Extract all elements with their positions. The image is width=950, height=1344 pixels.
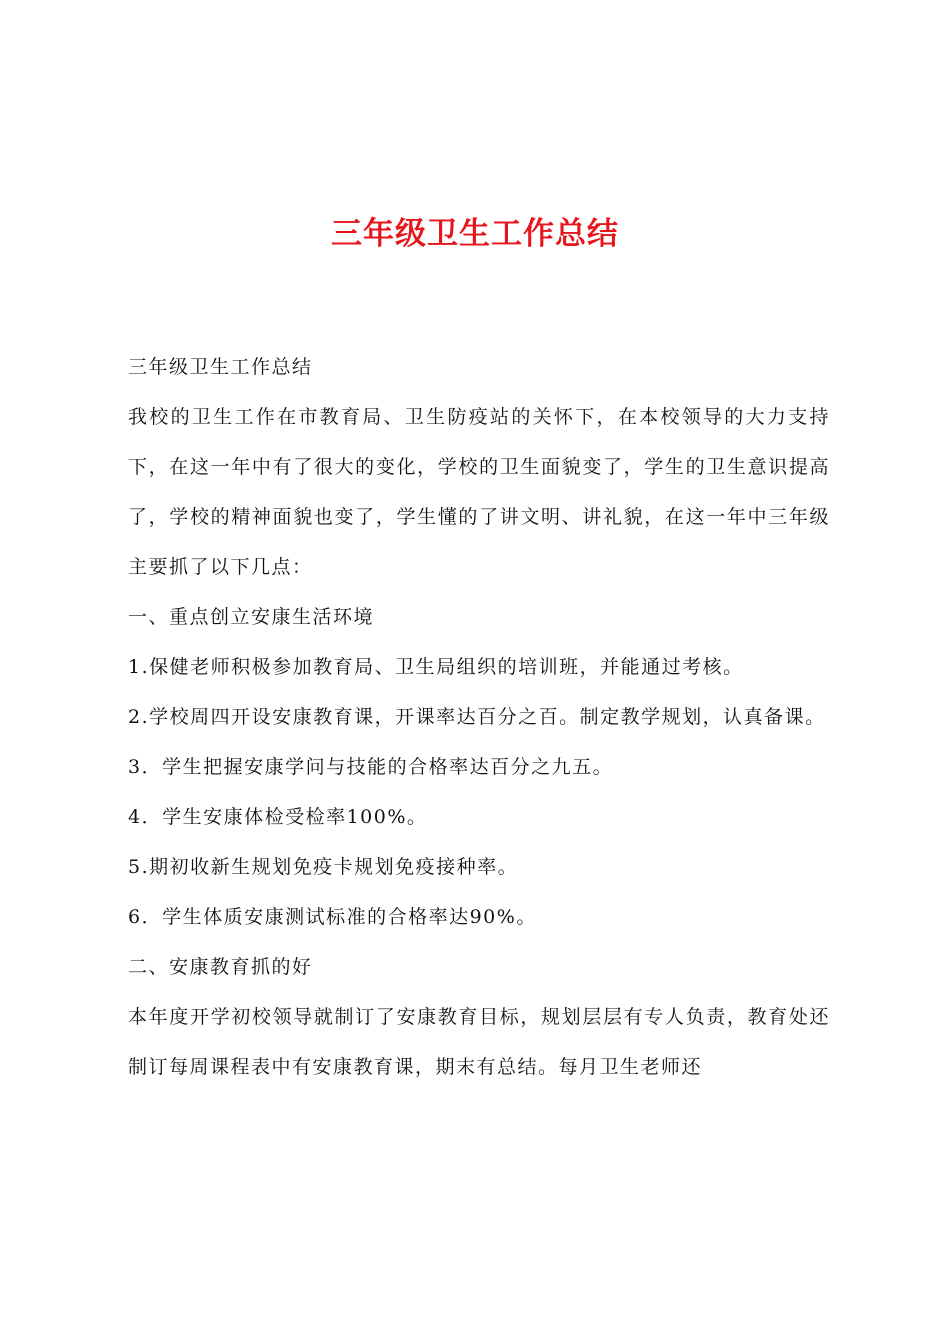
list-item: 1.保健老师积极参加教育局、卫生局组织的培训班，并能通过考核。 (128, 656, 744, 678)
paragraph-section-2: 本年度开学初校领导就制订了安康教育目标，规划层层有专人负责，教育处还制订每周课程表中有安康教育课，期末有总结。每月卫生老师还 (128, 1006, 830, 1078)
list-item: 5.期初收新生规划免疫卡规划免疫接种率。 (128, 856, 519, 878)
document-body (128, 342, 830, 1092)
list-item: 6．学生体质安康测试标准的合格率达90%。 (128, 906, 537, 928)
document-title: 三年级卫生工作总结 (331, 216, 619, 252)
list-item: 2.学校周四开设安康教育课，开课率达百分之百。制定教学规划，认真备课。 (128, 706, 826, 728)
paragraph-intro: 我校的卫生工作在市教育局、卫生防疫站的关怀下，在本校领导的大力支持下，在这一年中有了很大的变化，学校的卫生面貌变了，学生的卫生意识提高了，学校的精神面貌也变了，学生懂的了讲文明、讲礼貌，在这一年中三年级主要抓了以下几点： (128, 406, 830, 578)
section-heading-1: 一、重点创立安康生活环境 (128, 606, 375, 628)
paragraph-subtitle: 三年级卫生工作总结 (128, 356, 313, 378)
section-heading-2: 二、安康教育抓的好 (128, 956, 313, 978)
list-item: 3．学生把握安康学问与技能的合格率达百分之九五。 (128, 756, 614, 778)
list-item: 4．学生安康体检受检率100%。 (128, 806, 428, 828)
